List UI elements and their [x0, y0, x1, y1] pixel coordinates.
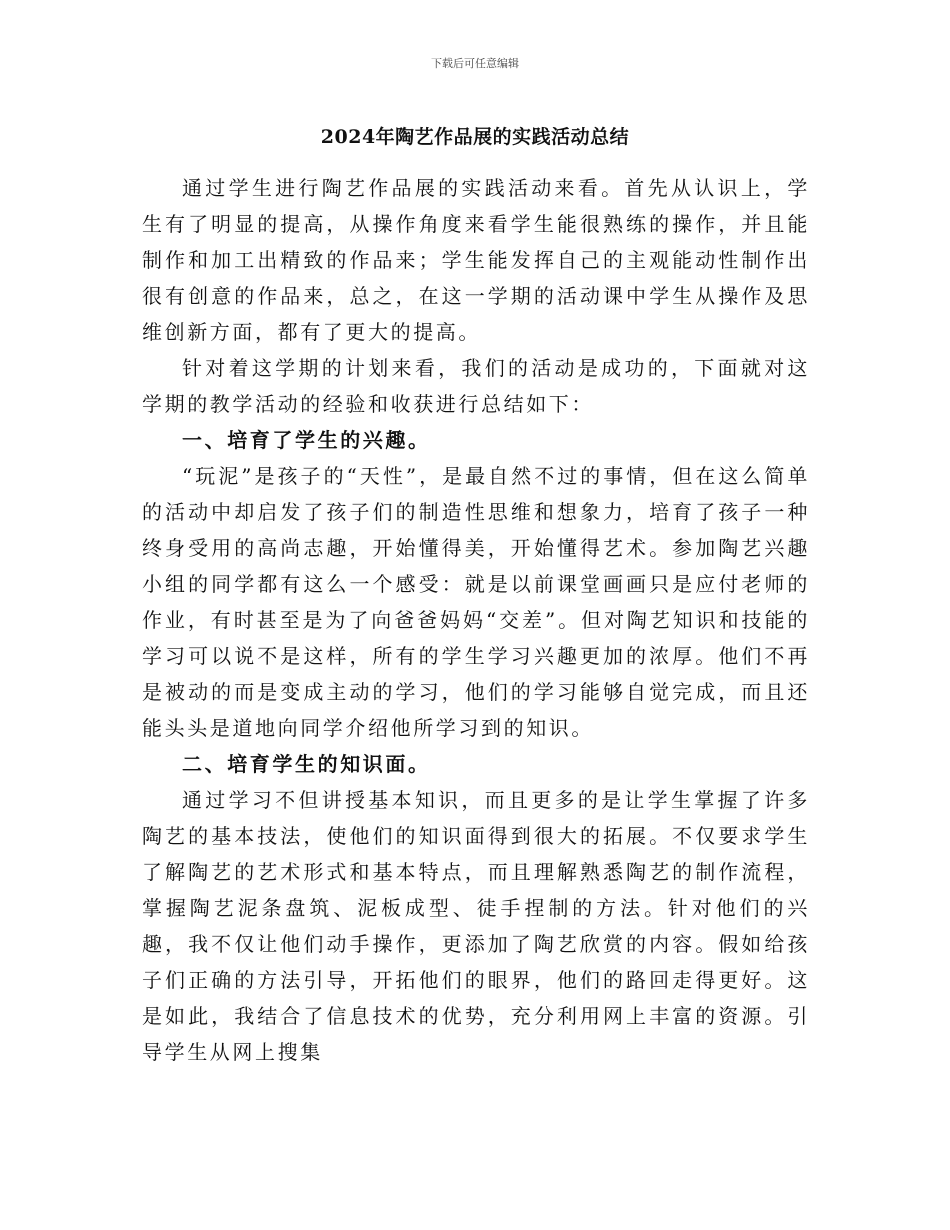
paragraph-plan: 针对着这学期的计划来看，我们的活动是成功的，下面就对这学期的教学活动的经验和收获进行总结如下：	[142, 356, 810, 416]
section-heading-knowledge: 二、培育学生的知识面。	[182, 752, 431, 776]
paragraph-knowledge: 通过学习不但讲授基本知识，而且更多的是让学生掌握了许多陶艺的基本技法，使他们的知识面得到很大的拓展。不仅要求学生了解陶艺的艺术形式和基本特点，而且理解熟悉陶艺的制作流程，掌握陶艺泥条盘筑、泥板成型、徒手捏制的方法。针对他们的兴趣，我不仅让他们动手操作，更添加了陶艺欣赏的内容。假如给孩子们正确的方法引导，开拓他们的眼界，他们的路回走得更好。这是如此，我结合了信息技术的优势，充分利用网上丰富的资源。引导学生从网上搜集	[142, 788, 810, 1064]
paragraph-intro: 通过学生进行陶艺作品展的实践活动来看。首先从认识上，学生有了明显的提高，从操作角度来看学生能很熟练的操作，并且能制作和加工出精致的作品来；学生能发挥自己的主观能动性制作出很有创意的作品来，总之，在这一学期的活动课中学生从操作及思维创新方面，都有了更大的提高。	[142, 176, 810, 344]
paragraph-interest: “玩泥”是孩子的“天性”，是最自然不过的事情，但在这么简单的活动中却启发了孩子们的制造性思维和想象力，培育了孩子一种终身受用的高尚志趣，开始懂得美，开始懂得艺术。参加陶艺兴趣小组的同学都有这么一个感受：就是以前课堂画画只是应付老师的作业，有时甚至是为了向爸爸妈妈“交差”。但对陶艺知识和技能的学习可以说不是这样，所有的学生学习兴趣更加的浓厚。他们不再是被动的而是变成主动的学习，他们的学习能够自觉完成，而且还能头头是道地向同学介绍他所学习到的知识。	[142, 464, 810, 740]
document-body	[142, 170, 810, 1070]
document-title: 2024年陶艺作品展的实践活动总结	[320, 126, 630, 148]
header-note: 下载后可任意编辑	[431, 57, 519, 70]
section-heading-interest: 一、培育了学生的兴趣。	[182, 428, 431, 452]
